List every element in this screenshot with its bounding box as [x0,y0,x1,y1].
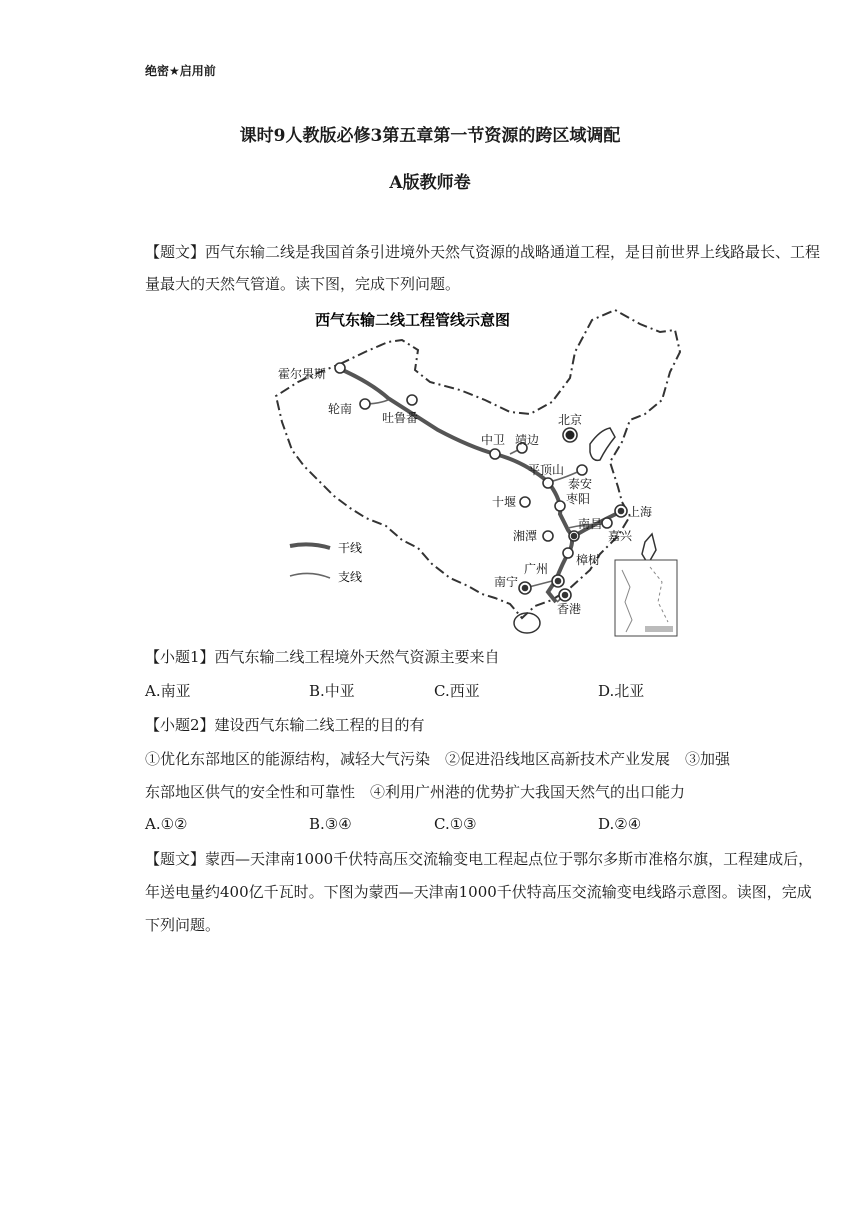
hainan-island [514,613,540,633]
city-label-xianggang: 香港 [557,602,582,616]
city-label-xiangtan: 湘潭 [513,529,538,543]
map-title [315,311,510,329]
city-label-tulufan: 吐鲁番 [382,411,419,425]
passage-1: 【题文】西气东输二线是我国首条引进境外天然气资源的战略通道工程，是目前世界上线路最长、工程量最大的天然气管道。读下图，完成下列问题。 [145,243,821,293]
q1-option-b: B.中亚 [309,682,355,700]
city-label-beijing: 北京 [558,413,583,427]
question-1-stem: 【小题1】西气东输二线工程境外天然气资源主要来自 [145,648,500,666]
city-label-shiyan: 十堰 [492,495,517,509]
q2-option-b: B.③④ [309,815,352,833]
city-label-zaoyang: 枣阳 [566,492,591,506]
city-label-guangzhou: 广州 [524,562,549,576]
q2-option-d: D.②④ [598,815,642,833]
map-legend [290,540,362,584]
question-2-statements-2: 东部地区供气的安全性和可靠性 ④利用广州港的优势扩大我国天然气的出口能力 [145,783,686,801]
q2-option-a: A.①② [145,815,188,833]
legend-trunk-label: 干线 [338,541,363,555]
document-title: 课时9人教版必修3第五章第一节资源的跨区域调配 [239,126,621,146]
bohai-gulf [590,428,615,460]
q1-option-a: A.南亚 [145,682,191,700]
passage-2: 【题文】蒙西—天津南1000千伏特高压交流输变电工程起点位于鄂尔多斯市准格尔旗，工程建成后，年送电量约400亿千瓦时。下图为蒙西—天津南1000千伏特高压交流输变电线路示意图。读图，完成下列问题。 [145,850,814,934]
city-label-nanchang: 南昌 [578,517,603,531]
city-label-zhangshu: 樟树 [576,553,601,567]
q1-option-d: D.北亚 [598,682,645,700]
document-subtitle: A版教师卷 [389,173,471,193]
svg-text:西气东输二线工程管线示意图: 西气东输二线工程管线示意图 [315,311,511,329]
city-label-pingdingshan: 平顶山 [528,463,565,477]
pipeline-map [270,302,690,640]
legend-branch-label: 支线 [338,570,363,584]
question-2-statements-1: ①优化东部地区的能源结构，减轻大气污染 ②促进沿线地区高新技术产业发展 ③加强 [145,750,731,768]
question-2-stem: 【小题2】建设西气东输二线工程的目的有 [145,716,425,734]
secret-label: 绝密★启用前 [145,64,216,78]
city-label-lunnan: 轮南 [328,402,353,416]
city-label-zhongwei: 中卫 [481,433,506,447]
q2-option-c: C.①③ [434,815,477,833]
city-label-huoerguosi: 霍尔果斯 [278,367,327,381]
beijing-marker [563,428,577,442]
city-label-nanning: 南宁 [494,575,519,589]
city-label-jingbian: 靖边 [515,433,540,447]
south-sea-inset [615,560,677,636]
city-label-taian: 泰安 [568,477,593,491]
city-label-shanghai: 上海 [628,505,653,519]
city-label-jiaxing: 嘉兴 [608,529,633,543]
q1-option-c: C.西亚 [434,682,480,700]
